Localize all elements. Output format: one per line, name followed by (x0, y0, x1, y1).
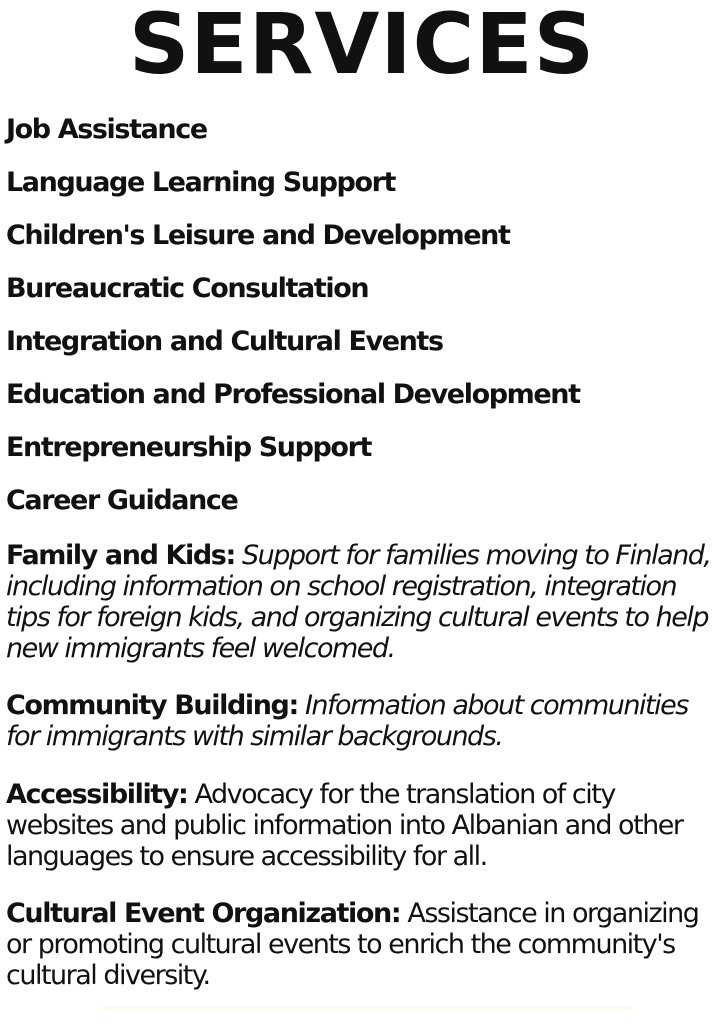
service-item-childrens-leisure: Children's Leisure and Development (6, 220, 510, 251)
detail-label: Accessibility: (6, 779, 188, 810)
detail-text: Information about communities for immigrants with similar backgrounds. (6, 690, 688, 752)
detail-label: Community Building: (6, 690, 298, 721)
detail-family-and-kids (6, 540, 722, 664)
detail-label: Cultural Event Organization: (6, 898, 401, 929)
detail-cultural-event-organization (6, 898, 722, 991)
page-title: SERVICES (128, 0, 596, 93)
service-item-job-assistance: Job Assistance (6, 114, 207, 145)
detail-text: Advocacy for the translation of city websites and public information into Albanian and other languages to ensure accessibility for all. (6, 779, 683, 872)
footer-divider (100, 1007, 630, 1009)
services-list (6, 112, 580, 536)
service-item-integration-events: Integration and Cultural Events (6, 326, 443, 357)
detail-accessibility (6, 779, 722, 872)
service-item-bureaucratic-consultation: Bureaucratic Consultation (6, 273, 369, 304)
service-item-entrepreneurship: Entrepreneurship Support (6, 432, 371, 463)
service-item-career-guidance: Career Guidance (6, 485, 238, 516)
detail-text: Support for families moving to Finland, including information on school registration, integration tips for foreign kids, and organizing cultural events to help new immigrants feel welcomed. (6, 540, 711, 664)
detail-label: Family and Kids: (6, 540, 235, 571)
detail-text: Assistance in organizing or promoting cultural events to enrich the community's cultural diversity. (6, 898, 699, 991)
detail-community-building (6, 690, 722, 752)
service-item-education-development: Education and Professional Development (6, 379, 580, 410)
service-item-language-learning: Language Learning Support (6, 167, 396, 198)
